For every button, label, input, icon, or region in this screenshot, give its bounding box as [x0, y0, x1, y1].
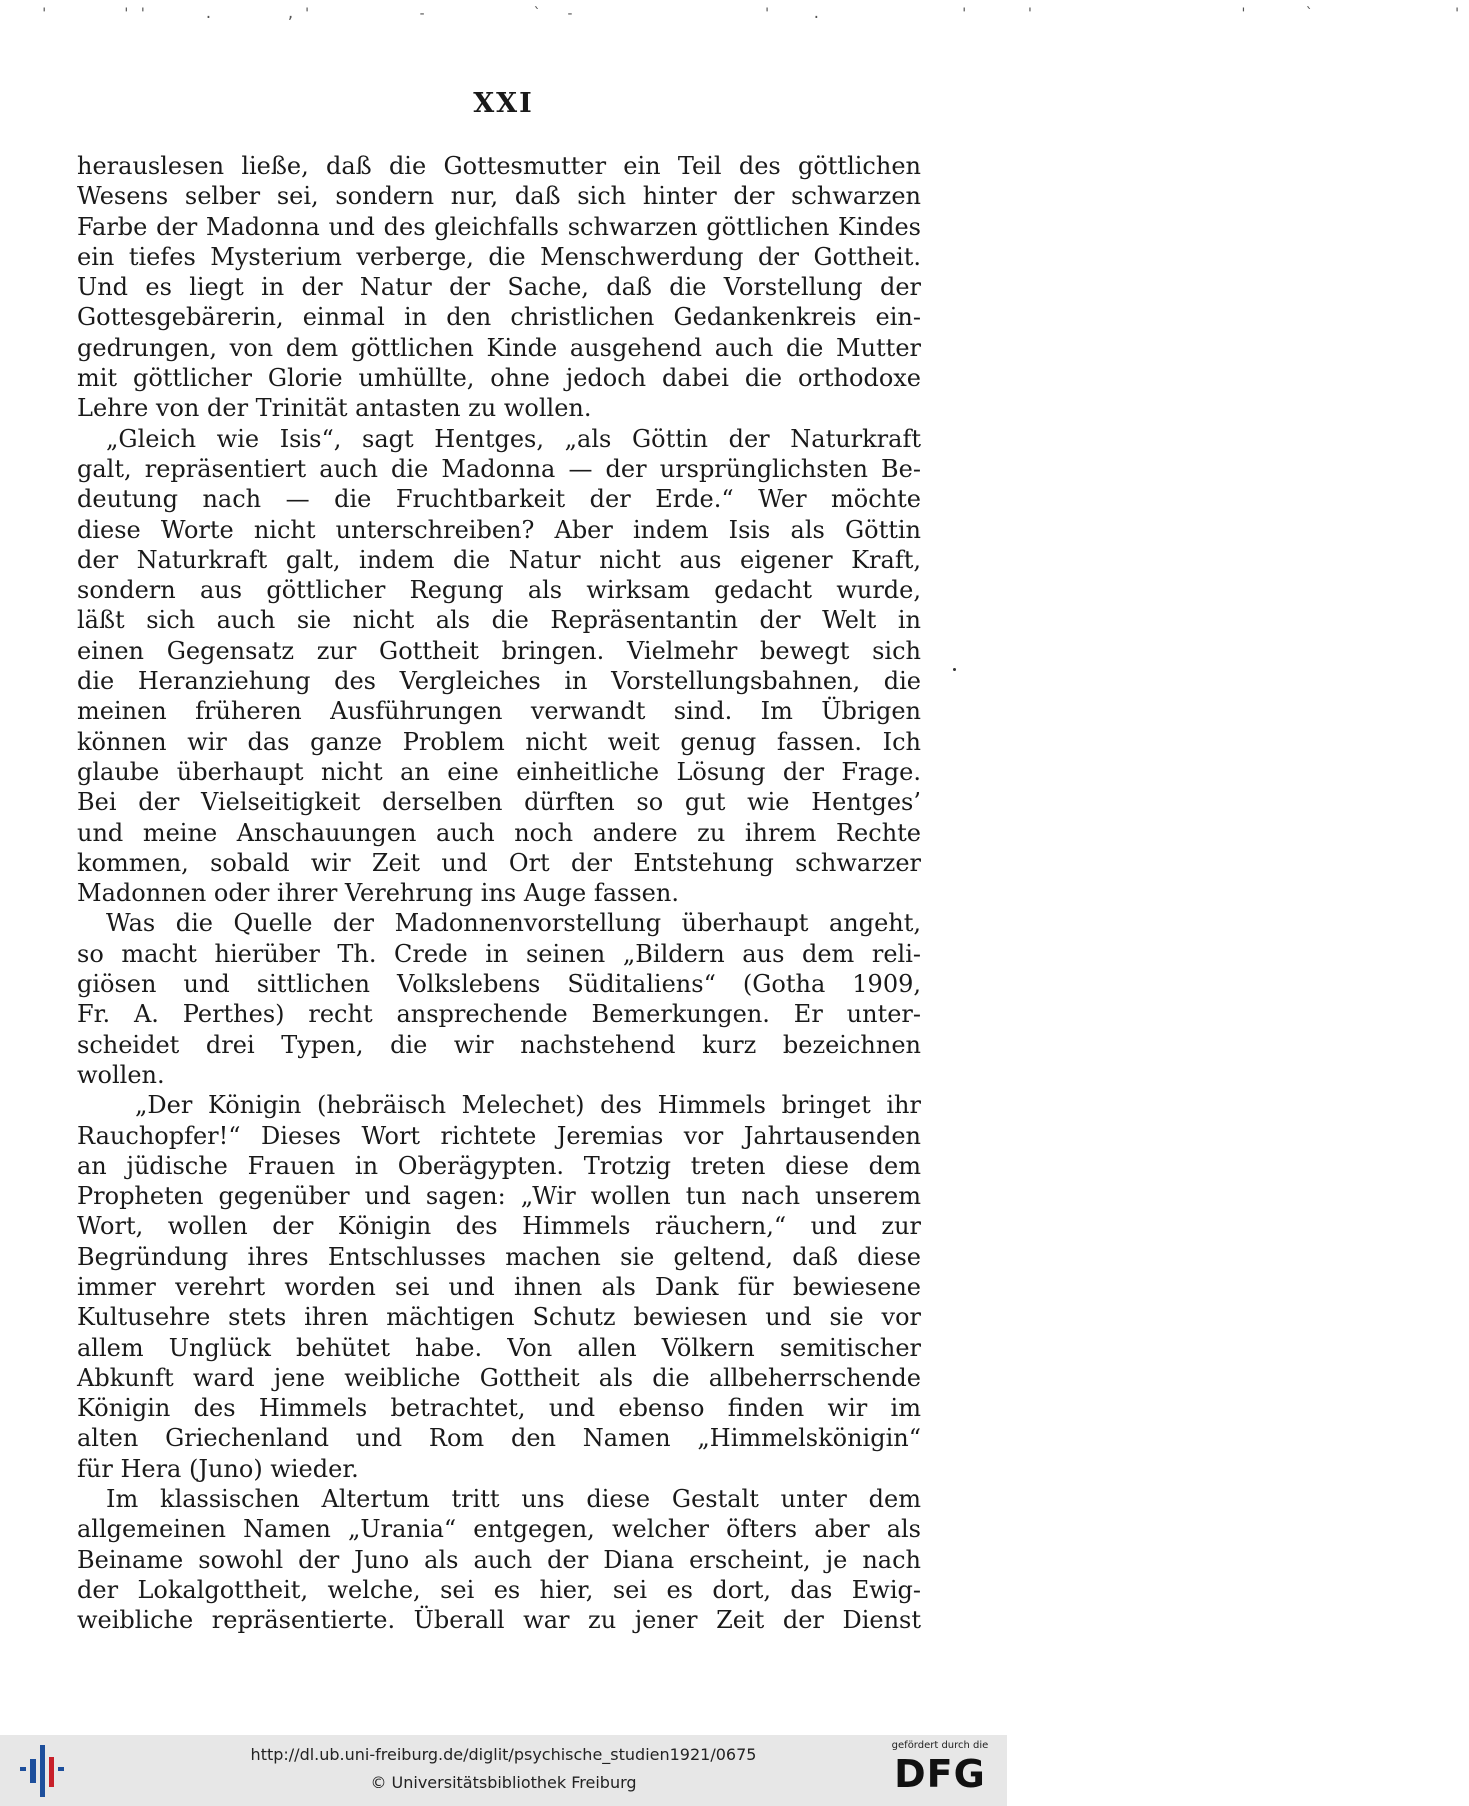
text-line: Fr. A. Perthes) recht ansprechende Bemerkungen. Er unter-: [77, 1000, 921, 1029]
text-line: giösen und sittlichen Volkslebens Süditaliens“ (Gotha 1909,: [77, 970, 921, 999]
text-line: einen Gegensatz zur Gottheit bringen. Vielmehr bewegt sich: [77, 636, 921, 665]
text-line: wollen.: [77, 1060, 165, 1089]
text-line: Begründung ihres Entschlusses machen sie geltend, daß diese: [77, 1242, 921, 1271]
text-line: der Naturkraft galt, indem die Natur nicht aus eigener Kraft,: [77, 545, 921, 574]
text-line: Abkunft ward jene weibliche Gottheit als die allbeherrschende: [77, 1363, 921, 1392]
text-line: Was die Quelle der Madonnenvorstellung überhaupt angeht,: [106, 909, 921, 938]
footer-bar: [0, 1735, 1007, 1806]
text-line: Wort, wollen der Königin des Himmels räuchern,“ und zur: [77, 1212, 921, 1241]
text-line: läßt sich auch sie nicht als die Repräsentantin der Welt in: [77, 606, 921, 635]
text-line: Bei der Vielseitigkeit derselben dürften so gut wie Hentges’: [77, 788, 921, 817]
text-line: weibliche repräsentierte. Überall war zu jener Zeit der Dienst: [77, 1606, 921, 1635]
dfg-wordmark: DFG: [894, 1752, 986, 1796]
text-line: Lehre von der Trinität antasten zu wollen.: [77, 394, 592, 423]
text-line: Beiname sowohl der Juno als auch der Diana erscheint, je nach: [77, 1545, 921, 1574]
text-line: Kultusehre stets ihren mächtigen Schutz bewiesen und sie vor: [77, 1303, 921, 1332]
text-line: Und es liegt in der Natur der Sache, daß die Vorstellung der: [77, 273, 921, 302]
page-body-text: [77, 151, 921, 1636]
text-line: immer verehrt worden sei und ihnen als Dank für bewiesene: [77, 1272, 921, 1301]
text-line: und meine Anschauungen auch noch andere zu ihrem Rechte: [77, 818, 921, 847]
text-line: so macht hierüber Th. Crede in seinen „Bildern aus dem reli-: [77, 939, 921, 968]
scan-speck: [953, 668, 956, 671]
text-line: galt, repräsentiert auch die Madonna — der ursprünglichsten Be-: [77, 454, 921, 483]
text-line: der Lokalgottheit, welche, sei es hier, sei es dort, das Ewig-: [77, 1575, 921, 1604]
text-line: allem Unglück behütet habe. Von allen Völkern semitischer: [77, 1333, 921, 1362]
text-line: an jüdische Frauen in Oberägypten. Trotzig treten diese dem: [77, 1151, 921, 1180]
source-url-link[interactable]: http://dl.ub.uni-freiburg.de/diglit/psychische_studien1921/0675: [250, 1745, 757, 1764]
text-line: scheidet drei Typen, die wir nachstehend kurz bezeichnen: [77, 1030, 921, 1059]
text-line: herauslesen ließe, daß die Gottesmutter ein Teil des göttlichen: [77, 152, 921, 180]
text-line: Wesens selber sei, sondern nur, daß sich hinter der schwarzen: [77, 182, 921, 211]
text-line: mit göttlicher Glorie umhüllte, ohne jedoch dabei die orthodoxe: [77, 364, 921, 393]
text-line: allgemeinen Namen „Urania“ entgegen, welcher öfters aber als: [77, 1515, 921, 1544]
text-line: diese Worte nicht unterschreiben? Aber indem Isis als Göttin: [77, 515, 921, 544]
dfg-caption: gefördert durch die: [891, 1740, 989, 1751]
text-line: Königin des Himmels betrachtet, und ebenso finden wir im: [77, 1394, 921, 1423]
text-line: Propheten gegenüber und sagen: „Wir wollen tun nach unserem: [77, 1182, 921, 1211]
text-line: meinen früheren Ausführungen verwandt sind. Im Übrigen: [77, 697, 921, 726]
text-line: Im klassischen Altertum tritt uns diese Gestalt unter dem: [106, 1485, 921, 1514]
text-line: „Der Königin (hebräisch Melechet) des Himmels bringet ihr: [135, 1091, 921, 1120]
text-line: Madonnen oder ihrer Verehrung ins Auge fassen.: [77, 879, 679, 908]
text-line: Farbe der Madonna und des gleichfalls schwarzen göttlichen Kindes: [77, 212, 921, 241]
text-line: deutung nach — die Fruchtbarkeit der Erde.“ Wer möchte: [77, 485, 921, 514]
text-line: kommen, sobald wir Zeit und Ort der Entstehung schwarzer: [77, 848, 921, 877]
text-line: „Gleich wie Isis“, sagt Hentges, „als Göttin der Naturkraft: [106, 424, 921, 453]
text-line: sondern aus göttlicher Regung als wirksam gedacht wurde,: [77, 576, 921, 605]
scan-artifacts: ' '' . ,' - ` - ' . ' ' ' ` ': [40, 6, 1469, 22]
text-line: glaube überhaupt nicht an eine einheitliche Lösung der Frage.: [77, 757, 921, 786]
text-line: für Hera (Juno) wieder.: [77, 1454, 359, 1483]
copyright-notice: © Universitätsbibliothek Freiburg: [370, 1773, 637, 1792]
text-line: Gottesgebärerin, einmal in den christlichen Gedankenkreis ein-: [77, 303, 921, 332]
text-line: können wir das ganze Problem nicht weit genug fassen. Ich: [77, 727, 921, 756]
dfg-logo[interactable]: [885, 1739, 995, 1803]
text-line: Rauchopfer!“ Dieses Wort richtete Jeremias vor Jahrtausenden: [77, 1121, 921, 1150]
text-line: alten Griechenland und Rom den Namen „Himmelskönigin“: [77, 1424, 921, 1453]
page-number: XXI: [473, 88, 534, 119]
text-line: ein tiefes Mysterium verberge, die Menschwerdung der Gottheit.: [77, 242, 921, 271]
text-line: die Heranziehung des Vergleiches in Vorstellungsbahnen, die: [77, 667, 921, 696]
text-line: gedrungen, von dem göttlichen Kinde ausgehend auch die Mutter: [77, 333, 921, 362]
